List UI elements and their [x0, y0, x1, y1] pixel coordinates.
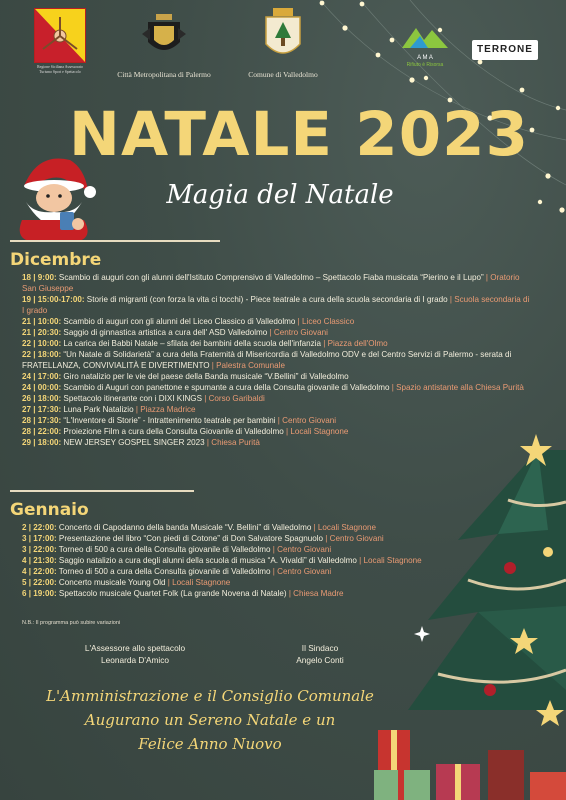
- event-description: Scambio di auguri con gli alunni del Liceo Classico di Valledolmo: [61, 317, 296, 326]
- event-location: | Liceo Classico: [295, 317, 355, 326]
- closing-line-3: Felice Anno Nuovo: [138, 735, 282, 753]
- event-item: [22, 522, 512, 533]
- gift-boxes-illustration: [366, 720, 566, 800]
- assessore-role: L'Assessore allo spettacolo: [84, 643, 186, 653]
- subtitle: Magia del Natale: [166, 180, 394, 210]
- event-date: 21 | 20:30:: [22, 328, 62, 337]
- event-date: 28 | 17:30:: [22, 416, 62, 425]
- closing-line-1: L'Amministrazione e il Consiglio Comunale: [46, 687, 374, 705]
- event-description: Spettacolo musicale Quartet Folk (La grande Novena di Natale): [56, 589, 287, 598]
- closing-line-2: Augurano un Sereno Natale e un: [84, 711, 336, 729]
- event-location: | Locali Stagnone: [356, 556, 422, 565]
- event-item: [22, 349, 532, 371]
- event-item: [22, 393, 532, 404]
- event-date: 28 | 22:00:: [22, 427, 62, 436]
- event-description: La carica dei Babbi Natale – sfilata dei bambini della scuola dell'infanzia: [61, 339, 321, 348]
- assessore-name: Leonarda D'Amico: [101, 655, 169, 665]
- event-description: Presentazione del libro “Con piedi di Cotone” di Don Salvatore Spagnuolo: [56, 534, 324, 543]
- assessore-signature: [60, 642, 210, 666]
- event-date: 4 | 21:30:: [22, 556, 57, 565]
- event-item: [22, 294, 532, 316]
- event-date: 19 | 15:00-17:00:: [22, 295, 85, 304]
- event-location: | Centro Giovani: [323, 534, 384, 543]
- event-description: Torneo di 500 a cura della Consulta giovanile di Valledolmo: [56, 545, 271, 554]
- sindaco-role: Il Sindaco: [301, 643, 339, 653]
- event-item: [22, 338, 532, 349]
- event-date: 21 | 10:00:: [22, 317, 62, 326]
- event-item: [22, 426, 532, 437]
- event-item: [22, 371, 532, 382]
- event-location: | Locali Stagnone: [311, 523, 376, 532]
- event-description: Scambio di auguri con gli alunni dell'Istituto Comprensivo di Valledolmo – Spettacolo Fiaba musicata “Pierino e il Lupo”: [56, 273, 484, 282]
- metro-crest-icon: [142, 12, 186, 62]
- event-location: | Spazio antistante alla Chiesa Purità: [389, 383, 524, 392]
- event-item: [22, 272, 532, 294]
- event-date: 22 | 18:00:: [22, 350, 62, 359]
- event-item: [22, 566, 512, 577]
- event-location: | Piazza Madrice: [133, 405, 196, 414]
- event-location: | Scuola secondaria di I grado: [22, 295, 530, 315]
- event-date: 18 | 9:00:: [22, 273, 57, 282]
- sindaco-signature: [270, 642, 370, 666]
- ama-logo: [385, 24, 465, 68]
- terrone-logo: TERRONE: [472, 40, 538, 60]
- event-item: [22, 327, 532, 338]
- event-date: 2 | 22:00:: [22, 523, 57, 532]
- event-description: Concerto musicale Young Old: [56, 578, 166, 587]
- event-location: | Centro Giovani: [270, 567, 332, 576]
- event-date: 26 | 18:00:: [22, 394, 62, 403]
- event-date: 6 | 19:00:: [22, 589, 57, 598]
- event-description: Proiezione Film a cura della Consulta Giovanile di Valledolmo: [61, 427, 284, 436]
- event-item: [22, 555, 512, 566]
- logo-bar: [0, 6, 566, 86]
- event-item: [22, 437, 532, 448]
- event-description: Spettacolo itinerante con i DIXI KINGS: [61, 394, 202, 403]
- event-date: 27 | 17:30:: [22, 405, 62, 414]
- event-item: [22, 577, 512, 588]
- event-description: Giro natalizio per le vie del paese della Banda musicale “V.Bellini” di Valledolmo: [61, 372, 349, 381]
- event-item: [22, 404, 532, 415]
- comune-logo: [238, 8, 328, 79]
- gennaio-heading: Gennaio: [10, 500, 89, 520]
- event-description: “L'Inventore di Storie” - Intrattenimento teatrale per bambini: [61, 416, 276, 425]
- event-description: Concerto di Capodanno della banda Musicale “V. Bellini” di Valledolmo: [56, 523, 312, 532]
- event-location: | Oratorio San Giuseppe: [22, 273, 520, 293]
- event-description: Luna Park Natalizio: [61, 405, 134, 414]
- event-description: Scambio di Auguri con panettone e spumante a cura della Consulta giovanile di Valledolmo: [61, 383, 390, 392]
- event-item: [22, 533, 512, 544]
- event-location: | Centro Giovani: [270, 545, 332, 554]
- event-location: | Centro Giovani: [267, 328, 328, 337]
- dicembre-event-list: [22, 272, 532, 448]
- event-date: 5 | 22:00:: [22, 578, 57, 587]
- event-item: [22, 382, 532, 393]
- event-location: | Chiesa Purità: [204, 438, 260, 447]
- regione-sicilia-logo: [34, 8, 86, 74]
- dicembre-heading: Dicembre: [10, 250, 102, 270]
- event-location: | Locali Stagnone: [165, 578, 231, 587]
- gennaio-divider: [10, 490, 194, 492]
- event-description: Storie di migranti (con forza la vita ci tocchi) - Piece teatrale a cura della scuola secondaria di I grado: [84, 295, 448, 304]
- comune-crest-icon: [263, 8, 303, 62]
- event-item: [22, 415, 532, 426]
- event-date: 3 | 22:00:: [22, 545, 57, 554]
- event-description: “Un Natale di Solidarietà” a cura della Fraternità di Misericordia di Valledolmo ODV e del Centro Servizi di Palermo - serata di FRATELLANZA, CONVIVIALITÀ E DIVERTIMENTO: [22, 350, 512, 370]
- event-description: NEW JERSEY GOSPEL SINGER 2023: [61, 438, 205, 447]
- metro-caption: Città Metropolitana di Palermo: [117, 70, 211, 79]
- event-date: 29 | 18:00:: [22, 438, 62, 447]
- event-location: | Chiesa Madre: [286, 589, 344, 598]
- ama-caption: Rifiuto è Risorsa: [406, 62, 444, 68]
- event-location: | Centro Giovani: [275, 416, 337, 425]
- santa-claus-illustration: [4, 150, 100, 242]
- footnote: N.B.: Il programma può subire variazioni: [22, 620, 121, 626]
- event-description: Torneo di 500 a cura della Consulta giovanile di Valledolmo: [56, 567, 271, 576]
- event-location: | Palestra Comunale: [209, 361, 285, 370]
- event-item: [22, 588, 512, 599]
- event-date: 22 | 10:00:: [22, 339, 62, 348]
- event-date: 24 | 17:00:: [22, 372, 62, 381]
- event-description: Saggio di ginnastica artistica a cura dell' ASD Valledolmo: [61, 328, 268, 337]
- regione-caption: Regione Siciliana Assessorato Turismo Sport e Spettacolo: [37, 65, 83, 74]
- comune-caption: Comune di Valledolmo: [248, 70, 318, 79]
- dicembre-divider: [10, 240, 220, 242]
- event-date: 24 | 00:00:: [22, 383, 62, 392]
- event-location: | Locali Stagnone: [283, 427, 349, 436]
- ama-name: A M A: [417, 55, 433, 61]
- gennaio-event-list: [22, 522, 512, 599]
- closing-greeting: [40, 684, 380, 756]
- page-title: NATALE 2023: [68, 99, 530, 170]
- sindaco-name: Angelo Conti: [296, 655, 344, 665]
- event-location: | Piazza dell'Olmo: [320, 339, 388, 348]
- event-date: 3 | 17:00:: [22, 534, 57, 543]
- event-item: [22, 316, 532, 327]
- ama-mountain-icon: [400, 24, 450, 50]
- event-description: Saggio natalizio a cura degli alunni della scuola di musica “A. Vivaldi” di Valledolmo: [56, 556, 357, 565]
- event-location: | Corso Garibaldi: [201, 394, 265, 403]
- metro-logo: [104, 12, 224, 79]
- event-item: [22, 544, 512, 555]
- event-date: 4 | 22:00:: [22, 567, 57, 576]
